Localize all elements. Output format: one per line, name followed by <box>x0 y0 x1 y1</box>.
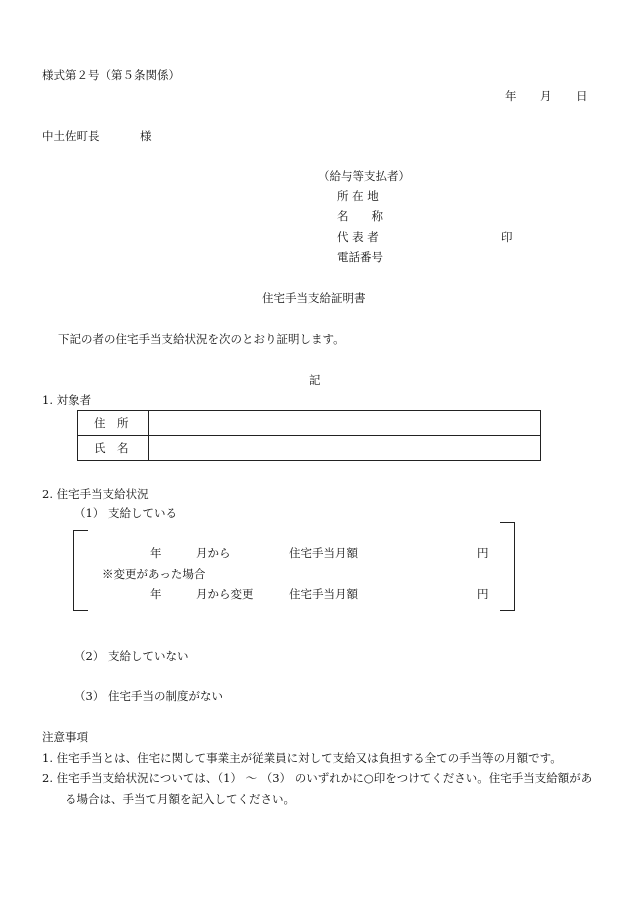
line2-year: 年 <box>150 587 162 601</box>
payer-phone-label: 電話番号 <box>337 250 383 264</box>
notes-heading: 注意事項 <box>42 730 88 744</box>
ki-heading: 記 <box>309 373 321 387</box>
note-2b: る場合は、手当て月額を記入してください。 <box>65 792 295 806</box>
line1-year: 年 <box>150 546 162 560</box>
address-field[interactable] <box>149 411 541 436</box>
name-field[interactable] <box>149 436 541 461</box>
note-1: 1. 住宅手当とは、住宅に関して事業主が従業員に対して支給又は負担する全ての手当等の月額です。 <box>42 751 562 765</box>
date-day: 日 <box>576 89 588 103</box>
line2-amount-label: 住宅手当月額 <box>289 587 358 601</box>
right-bracket <box>500 522 515 611</box>
note-2a: 2. 住宅手当支給状況については、（1） ～ （3） のいずれかに○印をつけてください。住宅手当支給額があ <box>42 771 593 785</box>
payer-heading: （給与等支払者） <box>318 169 410 183</box>
line2-from: 月から変更 <box>196 587 254 601</box>
section1-heading: 1. 対象者 <box>42 393 92 407</box>
payer-rep-label: 代 表 者 <box>337 230 379 244</box>
line1-yen: 円 <box>477 546 489 560</box>
addressee-suffix: 様 <box>140 129 152 143</box>
addressee-name: 中土佐町長 <box>42 129 100 143</box>
form-number: 様式第２号（第５条関係） <box>42 68 180 82</box>
document-title: 住宅手当支給証明書 <box>262 291 366 305</box>
option-not-paying[interactable]: （2） 支給していない <box>74 649 189 663</box>
change-note: ※変更があった場合 <box>102 567 206 581</box>
table-row <box>78 411 541 436</box>
option-paying[interactable]: （1） 支給している <box>74 506 177 520</box>
line1-from: 月から <box>196 546 231 560</box>
seal-mark: 印 <box>501 230 513 244</box>
date-month: 月 <box>540 89 552 103</box>
line1-amount-label: 住宅手当月額 <box>289 546 358 560</box>
date-year: 年 <box>505 89 517 103</box>
payer-address-label: 所 在 地 <box>337 189 379 203</box>
name-label: 氏 名 <box>94 441 129 455</box>
option-no-system[interactable]: （3） 住宅手当の制度がない <box>74 689 223 703</box>
table-row <box>78 436 541 461</box>
address-label: 住 所 <box>94 416 129 430</box>
left-bracket <box>73 530 88 611</box>
section2-heading: 2. 住宅手当支給状況 <box>42 487 149 501</box>
intro-text: 下記の者の住宅手当支給状況を次のとおり証明します。 <box>58 332 345 346</box>
payer-name-label: 名 称 <box>337 209 383 223</box>
line2-yen: 円 <box>477 587 489 601</box>
target-person-table <box>77 410 541 461</box>
